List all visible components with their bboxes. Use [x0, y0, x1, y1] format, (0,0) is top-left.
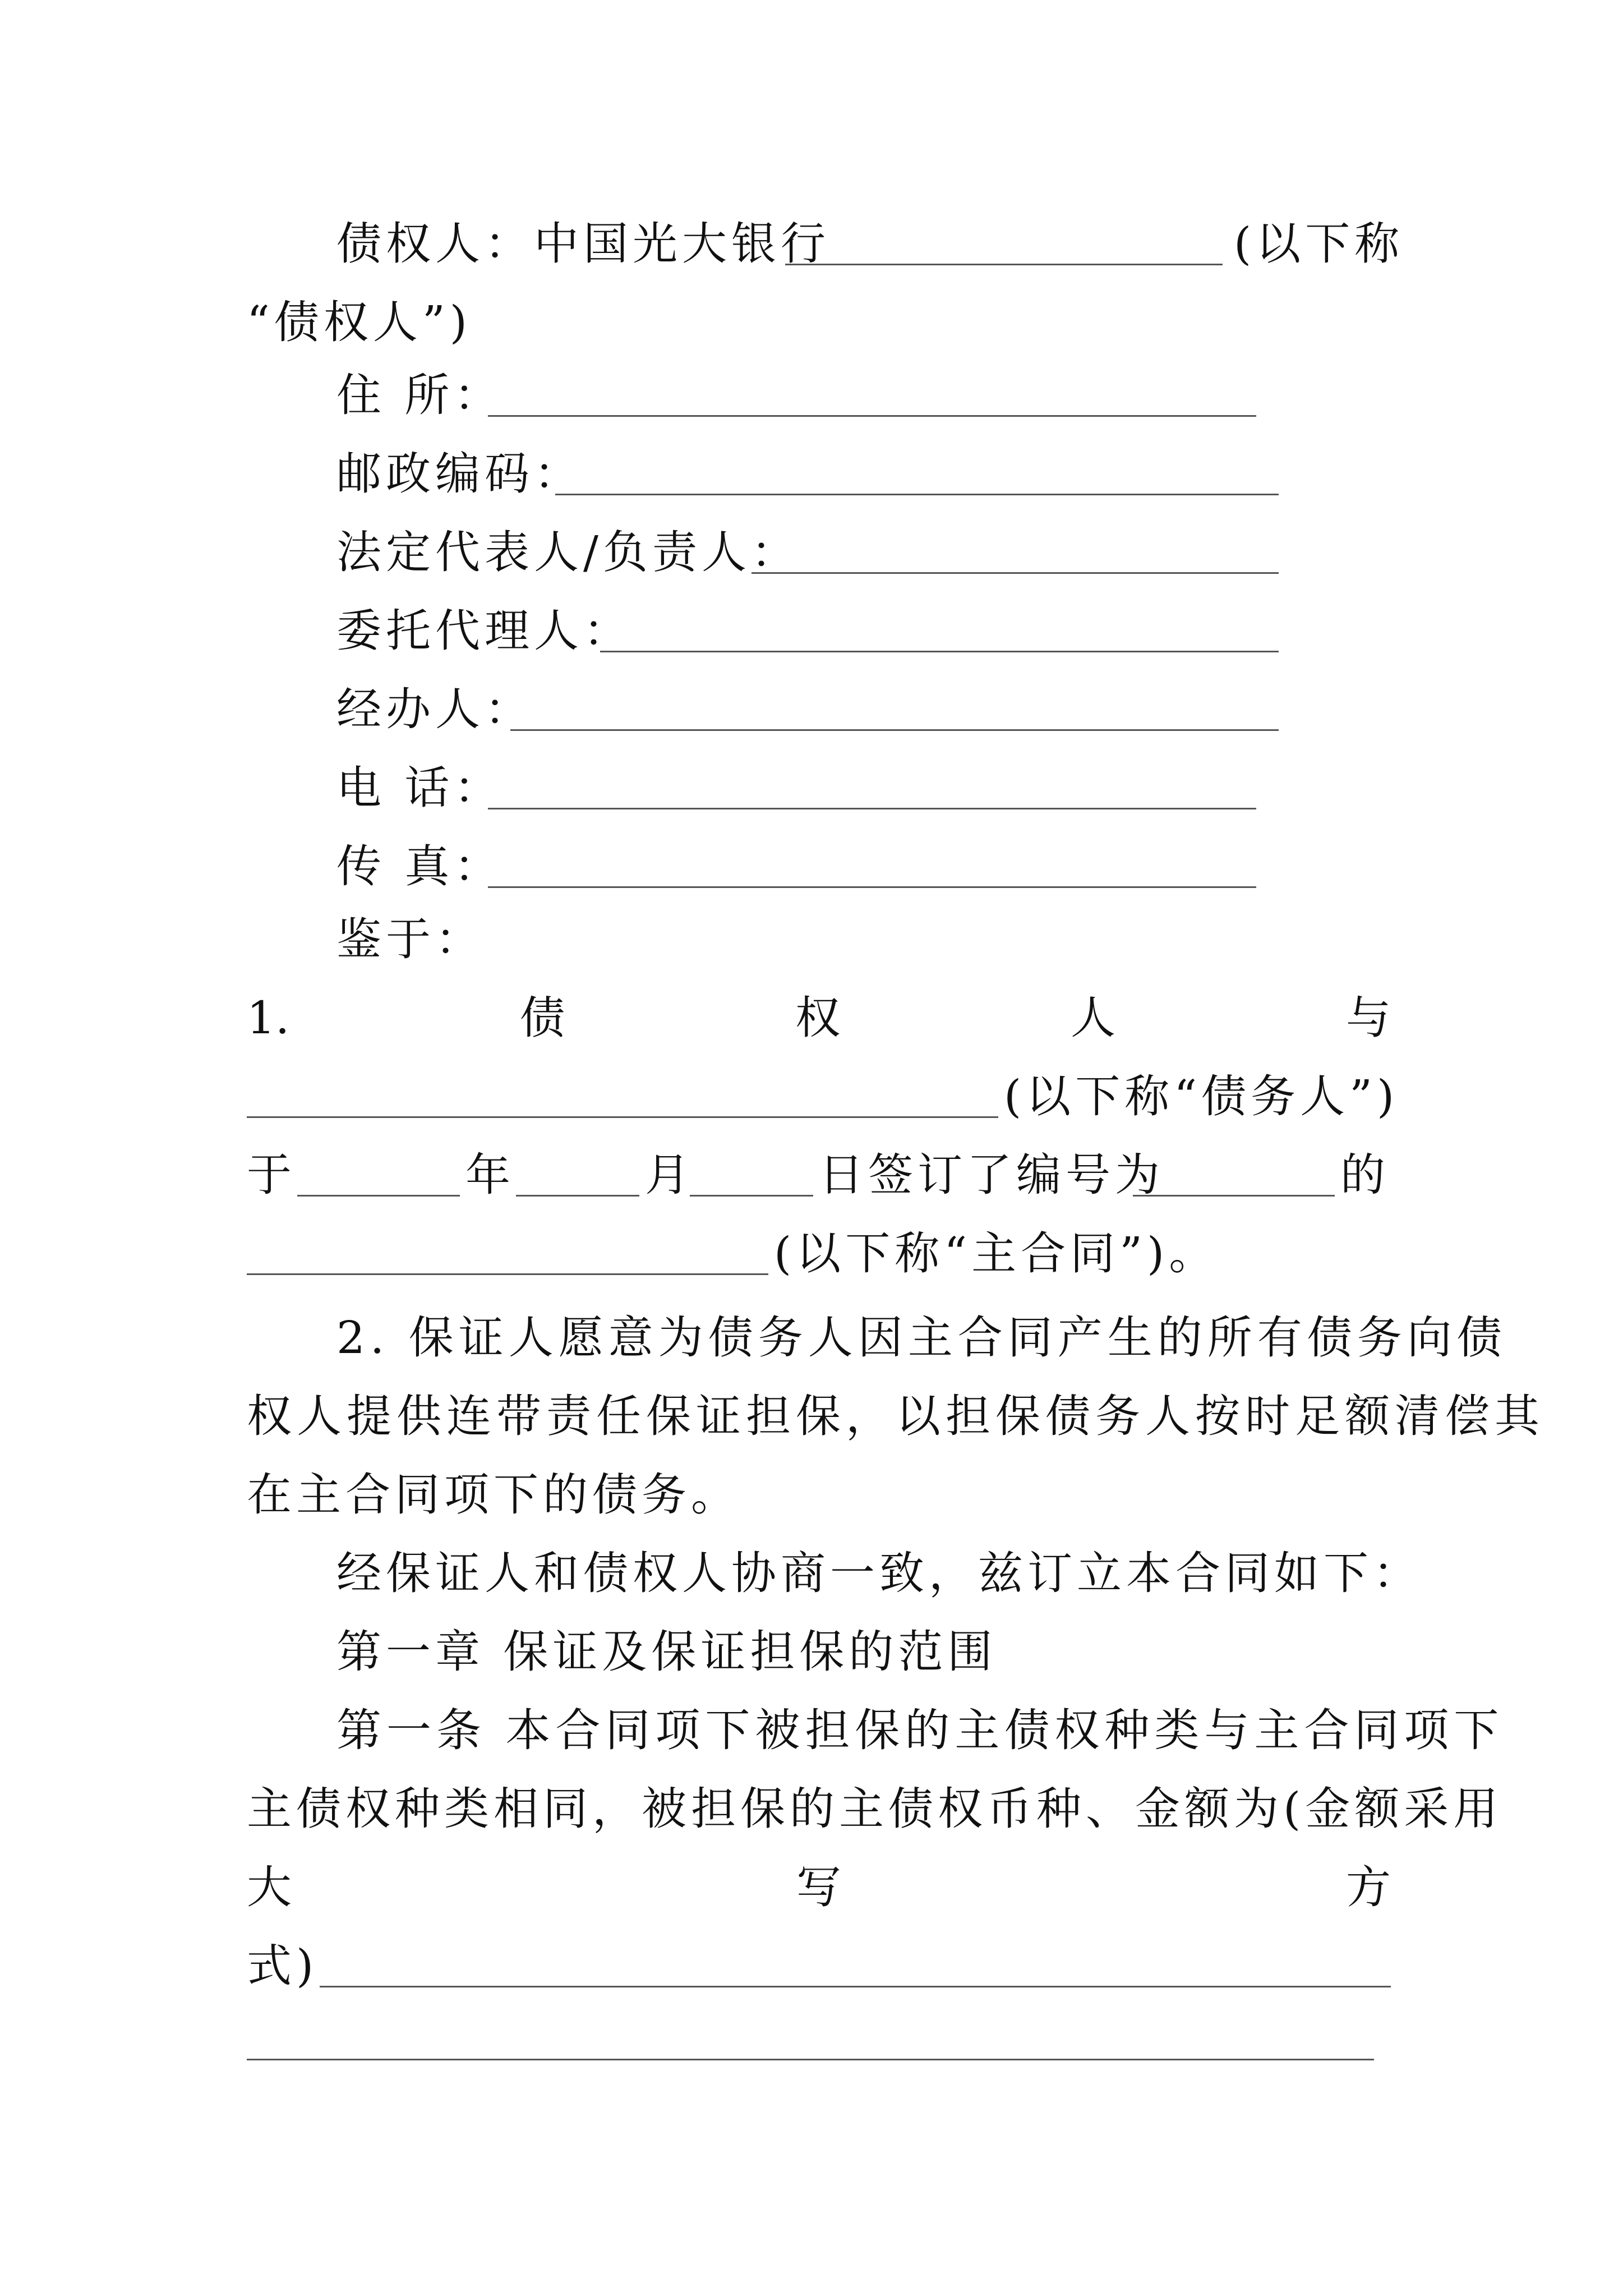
clause1-word-4: 与	[1345, 992, 1391, 1044]
whereas-label: 鉴于：	[336, 913, 485, 965]
postcode-blank[interactable]	[555, 494, 1279, 495]
fax-label: 传 真：	[336, 840, 504, 892]
agent-blank[interactable]	[600, 651, 1279, 652]
creditor-branch-blank[interactable]	[785, 264, 1223, 265]
clause1-spread-line	[247, 987, 1391, 1049]
clause1-word-3: 人	[1071, 992, 1116, 1044]
day-signed-label: 日签订了编号为	[819, 1149, 1164, 1201]
year-label: 年	[465, 1149, 515, 1201]
debtor-blank[interactable]	[247, 1116, 998, 1118]
creditor-alias: “债权人”)	[247, 296, 472, 348]
amount-blank-1[interactable]	[320, 1986, 1391, 1987]
article1-word-3: 方	[1346, 1861, 1391, 1913]
article1-word-2: 写	[796, 1861, 841, 1913]
clause2-line-3: 在主合同项下的债务。	[247, 1469, 740, 1521]
handler-blank[interactable]	[510, 729, 1279, 731]
month-blank[interactable]	[516, 1195, 639, 1197]
clause1-word-1: 债	[520, 992, 565, 1044]
year-blank[interactable]	[297, 1195, 460, 1197]
article1-line-4: 式)	[247, 1940, 319, 1992]
creditor-suffix: (以下称	[1234, 218, 1404, 270]
article1-line-1: 第一条 本合同项下被担保的主债权种类与主合同项下	[336, 1704, 1504, 1756]
postcode-label: 邮政编码：	[336, 448, 583, 500]
of-label: 的	[1340, 1149, 1390, 1201]
article1-word-1: 大	[247, 1861, 292, 1913]
amount-blank-2[interactable]	[247, 2059, 1374, 2060]
clause1-number: 1.	[247, 992, 290, 1044]
article1-line-2: 主债权种类相同，被担保的主债权币种、金额为(金额采用	[247, 1783, 1503, 1835]
legal-rep-label: 法定代表人/负责人：	[336, 526, 800, 578]
handler-label: 经办人：	[336, 683, 534, 735]
main-contract-suffix: (以下称“主合同”)。	[774, 1227, 1219, 1280]
clause1-word-2: 权	[795, 992, 841, 1044]
fax-blank[interactable]	[488, 886, 1256, 888]
chapter-1-heading: 第一章 保证及保证担保的范围	[336, 1626, 997, 1678]
agreement-line: 经保证人和债权人协商一致，兹订立本合同如下：	[336, 1547, 1422, 1599]
day-blank[interactable]	[690, 1195, 813, 1197]
address-blank[interactable]	[488, 415, 1256, 417]
main-contract-name-blank[interactable]	[247, 1273, 768, 1275]
legal-rep-blank[interactable]	[751, 572, 1279, 574]
clause2-line-2: 权人提供连带责任保证担保，以担保债务人按时足额清偿其	[247, 1390, 1544, 1442]
contract-number-blank[interactable]	[1133, 1195, 1335, 1197]
date-prefix: 于	[247, 1149, 296, 1201]
phone-blank[interactable]	[488, 808, 1256, 809]
clause2-line-1: 2. 保证人愿意为债务人因主合同产生的所有债务向债	[336, 1312, 1507, 1364]
month-label: 月	[645, 1149, 694, 1201]
article1-spread-line	[247, 1857, 1391, 1918]
address-label: 住 所：	[336, 369, 504, 421]
debtor-suffix: (以下称“债务人”)	[1004, 1070, 1399, 1122]
agent-label: 委托代理人：	[336, 605, 633, 657]
creditor-label: 债权人：中国光大银行	[336, 218, 830, 270]
phone-label: 电 话：	[336, 762, 504, 814]
